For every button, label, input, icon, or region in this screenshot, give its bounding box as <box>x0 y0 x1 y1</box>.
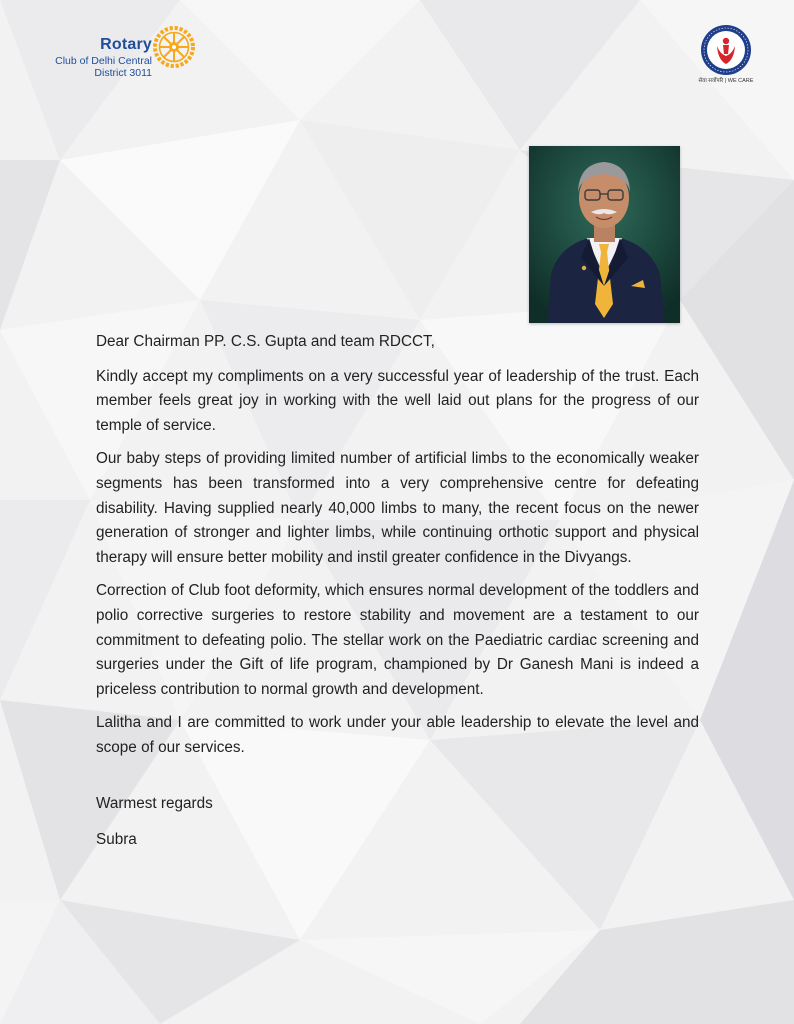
letter-body <box>96 330 699 853</box>
letter-paragraph: Kindly accept my compliments on a very successful year of leadership of the trust. Each member feels great joy in working with the well laid out plans for the progress of our temple of service. <box>96 367 699 434</box>
letter-paragraph: Our baby steps of providing limited number of artificial limbs to the economically weaker segments has been transformed into a very comprehensive centre for defeating disability. Having supplied nearly 40,000 limbs to many, the recent focus on the newer generation of stronger and lighter limbs, while continuing orthotic support and physical therapy will ensure better mobility and instil greater confidence in the Divyangs. <box>96 450 699 566</box>
rotary-district: District 3011 <box>94 67 152 79</box>
letter-paragraph: Lalitha and I are committed to work under your able leadership to elevate the level and scope of our services. <box>96 714 699 756</box>
portrait-photo <box>529 146 680 323</box>
letter-closing: Warmest regards <box>96 794 213 812</box>
divyang-tagline: सेवा सर्वोपरि | WE CARE <box>698 78 754 84</box>
letter-salutation: Dear Chairman PP. C.S. Gupta and team RDCCT, <box>96 333 435 350</box>
letter-paragraph: Correction of Club foot deformity, which ensures normal development of the toddlers and polio corrective surgeries to restore stability and movement are a testament to our commitment to defeating polio. The stellar work on the Paediatric cardiac screening and surgeries under the Gift of life program, championed by Dr Ganesh Mani is indeed a priceless contribution to normal growth and development. <box>96 582 699 698</box>
rotary-wheel-icon <box>153 26 195 68</box>
rotary-club-logo <box>36 26 206 82</box>
letter-signature: Subra <box>96 831 137 849</box>
divyang-kendra-logo <box>694 24 758 88</box>
divyang-emblem-icon <box>694 24 758 76</box>
rotary-wordmark: Rotary <box>100 36 152 53</box>
rotary-club-name: Club of Delhi Central <box>55 55 152 67</box>
